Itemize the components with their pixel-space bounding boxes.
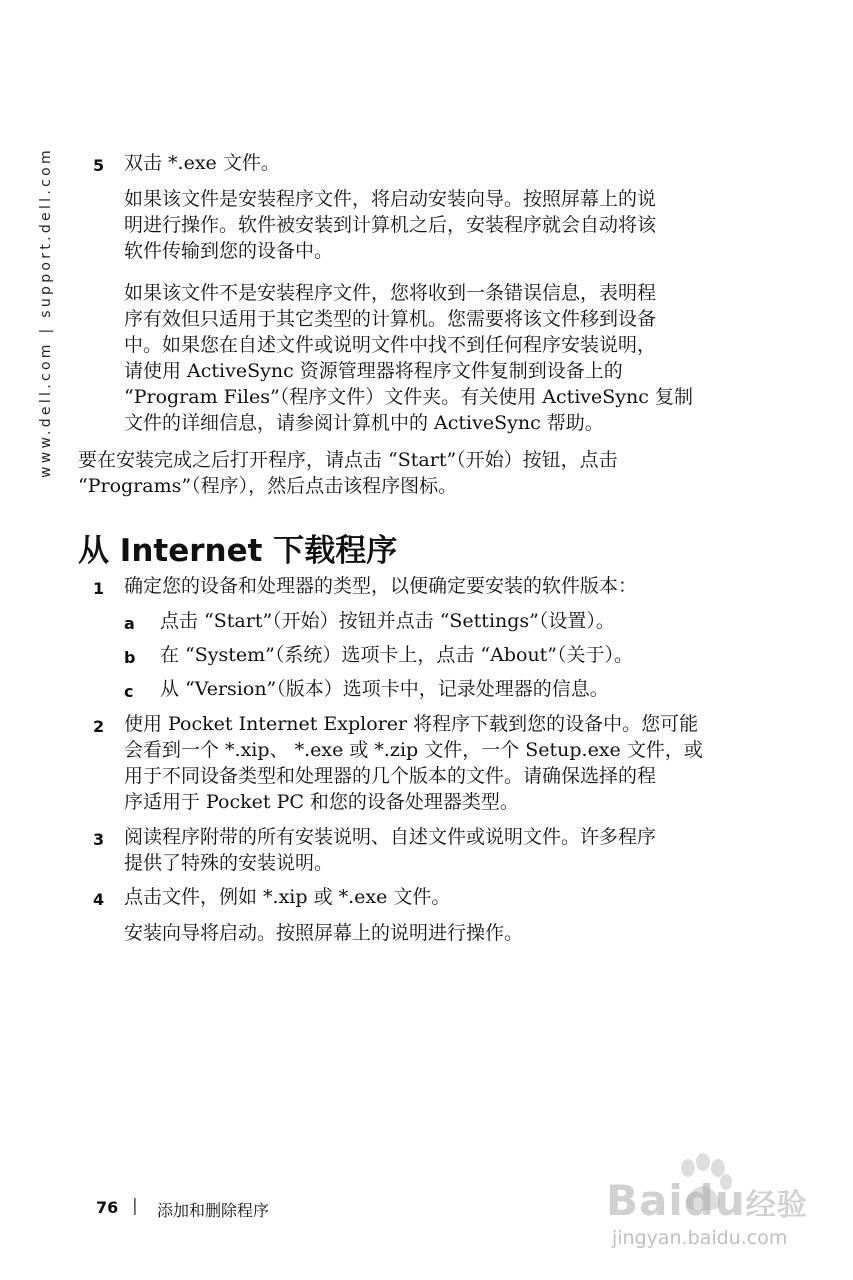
step-5-para2-line4: 请使用 ActiveSync 资源管理器将程序文件复制到设备上的 xyxy=(124,360,623,382)
step-5-para1-line1: 如果该文件是安装程序文件，将启动安装向导。按照屏幕上的说 xyxy=(124,188,657,210)
substep-a-text: 点击 “Start”（开始）按钮并点击 “Settings”（设置）。 xyxy=(160,610,615,632)
step-5-para1-line3: 软件传输到您的设备中。 xyxy=(124,240,334,262)
footer-separator: | xyxy=(132,1196,138,1216)
step-2-line1: 使用 Pocket Internet Explorer 将程序下载到您的设备中。您可能 xyxy=(124,713,699,735)
step-2-line3: 用于不同设备类型和处理器的几个版本的文件。请确保选择的程 xyxy=(124,765,657,787)
page-number: 76 xyxy=(96,1198,119,1217)
step-5-number: 5 xyxy=(93,156,105,175)
watermark-logo-tail: du xyxy=(683,1176,746,1225)
substep-a-letter: a xyxy=(124,614,135,633)
step-5-para2-line6: 文件的详细信息，请参阅计算机中的 ActiveSync 帮助。 xyxy=(124,412,604,434)
watermark-logo-cn: 经验 xyxy=(745,1188,808,1223)
step-3-number: 3 xyxy=(93,830,105,849)
step-4-text: 点击文件，例如 *.xip 或 *.exe 文件。 xyxy=(124,886,451,908)
substep-c-text: 从 “Version”（版本）选项卡中，记录处理器的信息。 xyxy=(160,678,609,700)
step-5-para2-line2: 序有效但只适用于其它类型的计算机。您需要将该文件移到设备 xyxy=(124,308,657,330)
step-2-line2: 会看到一个 *.xip、 *.exe 或 *.zip 文件，一个 Setup.exe 文件，或 xyxy=(124,739,703,761)
step-5-para2-line5: “Program Files”（程序文件）文件夹。有关使用 ActiveSync 复制 xyxy=(124,386,693,408)
after-install-line2: “Programs”（程序），然后点击该程序图标。 xyxy=(78,475,458,497)
step-5-para2-line3: 中。如果您在自述文件或说明文件中找不到任何程序安装说明， xyxy=(124,334,657,356)
footer-chapter-title: 添加和删除程序 xyxy=(157,1201,270,1220)
step-5-para1-line2: 明进行操作。软件被安装到计算机之后，安装程序就会自动将该 xyxy=(124,214,657,236)
step-3-line1: 阅读程序附带的所有安装说明、自述文件或说明文件。许多程序 xyxy=(124,826,657,848)
substep-b-text: 在 “System”（系统）选项卡上，点击 “About”（关于）。 xyxy=(160,644,634,666)
step-4-note: 安装向导将启动。按照屏幕上的说明进行操作。 xyxy=(124,922,524,944)
step-2-number: 2 xyxy=(93,717,105,736)
watermark-logo xyxy=(606,1176,808,1225)
step-2-line4: 序适用于 Pocket PC 和您的设备处理器类型。 xyxy=(124,791,519,813)
substep-c-letter: c xyxy=(124,682,134,701)
step-5-para2-line1: 如果该文件不是安装程序文件，您将收到一条错误信息，表明程 xyxy=(124,282,657,304)
side-url-text: www.dell.com | support.dell.com xyxy=(38,147,54,478)
watermark-logo-text: Bai xyxy=(606,1176,684,1225)
step-1-number: 1 xyxy=(93,579,105,598)
watermark-url: jingyan.baidu.com xyxy=(612,1227,788,1249)
step-1-text: 确定您的设备和处理器的类型，以便确定要安装的软件版本： xyxy=(124,575,638,597)
step-4-number: 4 xyxy=(93,890,105,909)
substep-b-letter: b xyxy=(124,648,136,667)
after-install-line1: 要在安装完成之后打开程序，请点击 “Start”（开始）按钮，点击 xyxy=(78,449,618,471)
step-5-text: 双击 *.exe 文件。 xyxy=(124,152,280,174)
side-url-margin xyxy=(38,147,58,478)
step-3-line2: 提供了特殊的安装说明。 xyxy=(124,852,334,874)
section-heading: 从 Internet 下载程序 xyxy=(78,533,398,569)
